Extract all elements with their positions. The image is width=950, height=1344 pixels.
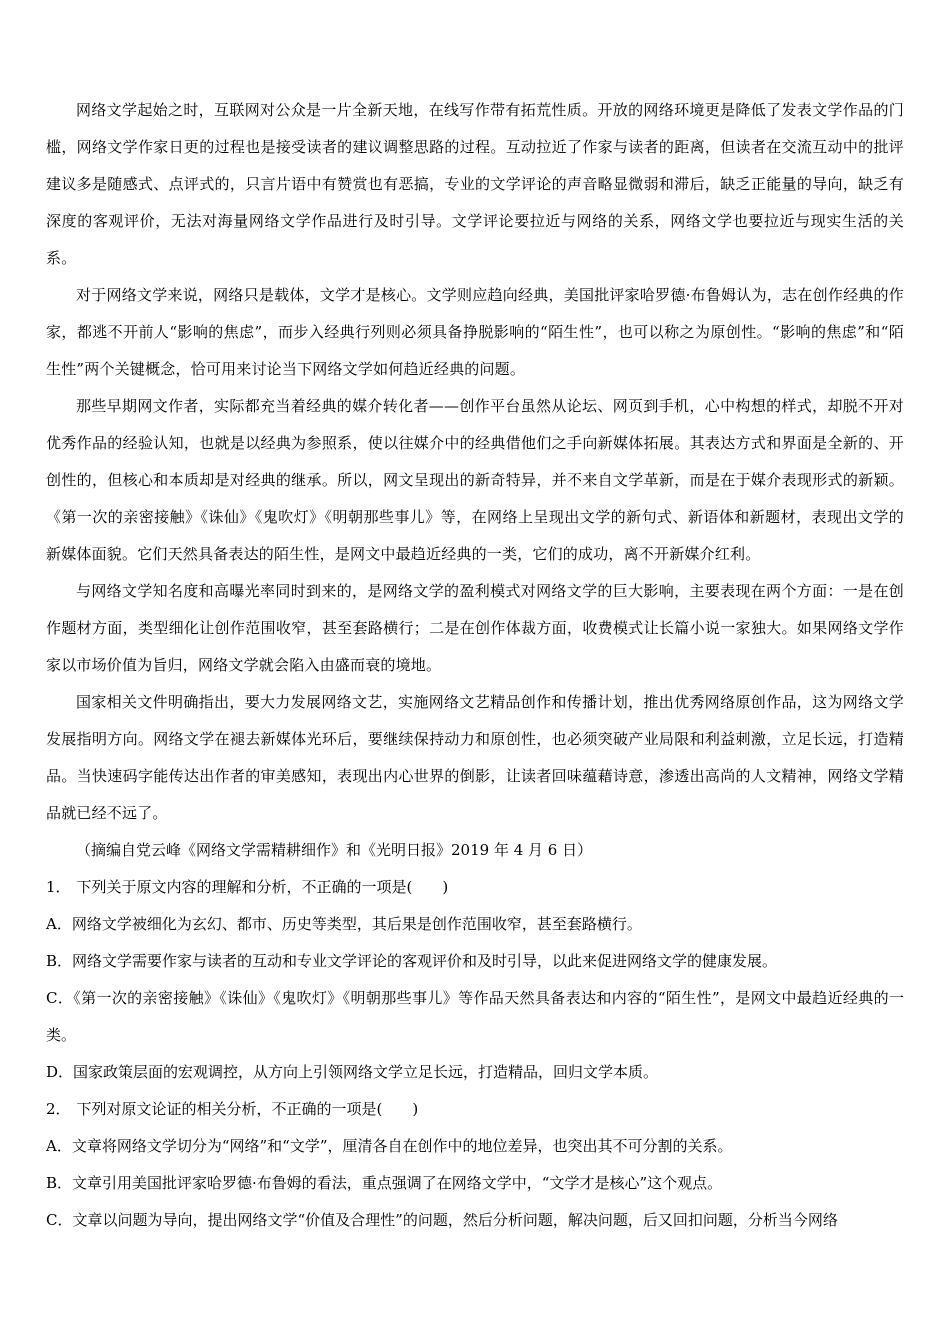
option-c	[46, 1202, 904, 1239]
question-1	[46, 869, 904, 1091]
option-d	[46, 1054, 904, 1091]
option-text: 网络文学需要作家与读者的互动和专业文学评论的客观评价和及时引导，以此来促进网络文学的健康发展。	[72, 952, 778, 970]
option-text: 网络文学被细化为玄幻、都市、历史等类型，其后果是创作范围收窄，甚至套路横行。	[71, 915, 642, 933]
option-letter: C．	[46, 1211, 73, 1229]
option-c	[46, 980, 904, 1054]
option-letter: A．	[46, 915, 72, 933]
question-text: 下列对原文论证的相关分析，不正确的一项是( )	[76, 1100, 419, 1118]
option-text: 《第一次的亲密接触》《诛仙》《鬼吹灯》《明朝那些事儿》等作品天然具备表达和内容的“陌生性”，是网文中最趋近经典的一类。	[46, 989, 905, 1044]
option-letter: A．	[46, 1137, 72, 1155]
option-b	[46, 1165, 904, 1202]
question-stem	[46, 869, 904, 906]
passage-source: （摘编自党云峰《网络文学需精耕细作》和《光明日报》2019 年 4 月 6 日）	[76, 841, 593, 859]
question-2	[46, 1091, 904, 1239]
option-letter: B．	[46, 952, 73, 970]
option-text: 文章以问题为导向，提出网络文学“价值及合理性”的问题，然后分析问题，解决问题，后又回扣问题，分析当今网络	[72, 1211, 838, 1229]
question-stem	[46, 1091, 904, 1128]
option-text: 国家政策层面的宏观调控，从方向上引领网络文学立足长远，打造精品，回归文学本质。	[73, 1063, 659, 1081]
option-text: 文章将网络文学切分为“网络”和“文学”，厘清各自在创作中的地位差异，也突出其不可分割的关系。	[71, 1137, 733, 1155]
option-letter: B．	[46, 1174, 73, 1192]
question-number: 1．	[46, 878, 71, 896]
option-a	[46, 906, 904, 943]
passage-paragraph-4: 与网络文学知名度和高曝光率同时到来的，是网络文学的盈利模式对网络文学的巨大影响，主要表现在两个方面：一是在创作题材方面，类型细化让创作范围收窄，甚至套路横行；二是在创作体裁方面，收费模式让长篇小说一家独大。如果网络文学作家以市场价值为旨归，网络文学就会陷入由盛而衰的境地。	[46, 582, 904, 674]
passage-paragraph-2: 对于网络文学来说，网络只是载体，文学才是核心。文学则应趋向经典，美国批评家哈罗德·布鲁姆认为，志在创作经典的作家，都逃不开前人“影响的焦虑”，而步入经典行列则必须具备挣脱影响的“陌生性”，也可以称之为原创性。“影响的焦虑”和“陌生性”两个关键概念，恰可用来讨论当下网络文学如何趋近经典的问题。	[46, 286, 904, 378]
option-letter: C．	[46, 989, 74, 1007]
passage-paragraph-3: 那些早期网文作者，实际都充当着经典的媒介转化者——创作平台虽然从论坛、网页到手机，心中构想的样式，却脱不开对优秀作品的经验认知，也就是以经典为参照系，使以往媒介中的经典借他们之手向新媒体拓展。其表达方式和界面是全新的、开创性的，但核心和本质却是对经典的继承。所以，网文呈现出的新奇特异，并不来自文学革新，而是在于媒介表现形式的新颖。《第一次的亲密接触》《诛仙》《鬼吹灯》《明朝那些事儿》等，在网络上呈现出文学的新句式、新语体和新题材，表现出文学的新媒体面貌。它们天然具备表达的陌生性，是网文中最趋近经典的一类，它们的成功，离不开新媒介红利。	[46, 397, 904, 563]
question-number: 2．	[46, 1100, 71, 1118]
option-b	[46, 943, 904, 980]
passage-paragraph-5: 国家相关文件明确指出，要大力发展网络文艺，实施网络文艺精品创作和传播计划，推出优秀网络原创作品，这为网络文学发展指明方向。网络文学在褪去新媒体光环后，要继续保持动力和原创性，也必须突破产业局限和利益刺激，立足长远，打造精品。当快速码字能传达出作者的审美感知，表现出内心世界的倒影，让读者回味蕴藉诗意，渗透出高尚的人文精神，网络文学精品就已经不远了。	[46, 693, 904, 822]
question-text: 下列关于原文内容的理解和分析，不正确的一项是( )	[76, 878, 449, 896]
passage-paragraph-1: 网络文学起始之时，互联网对公众是一片全新天地，在线写作带有拓荒性质。开放的网络环境更是降低了发表文学作品的门槛，网络文学作家日更的过程也是接受读者的建议调整思路的过程。互动拉近了作家与读者的距离，但读者在交流互动中的批评建议多是随感式、点评式的，只言片语中有赞赏也有恶搞，专业的文学评论的声音略显微弱和滞后，缺乏正能量的导向，缺乏有深度的客观评价，无法对海量网络文学作品进行及时引导。文学评论要拉近与网络的关系，网络文学也要拉近与现实生活的关系。	[46, 101, 904, 267]
reading-passage	[46, 92, 904, 869]
option-text: 文章引用美国批评家哈罗德·布鲁姆的看法，重点强调了在网络文学中，“文学才是核心”这个观点。	[72, 1174, 723, 1192]
document-page	[46, 92, 904, 1239]
option-a	[46, 1128, 904, 1165]
option-letter: D．	[46, 1063, 74, 1081]
